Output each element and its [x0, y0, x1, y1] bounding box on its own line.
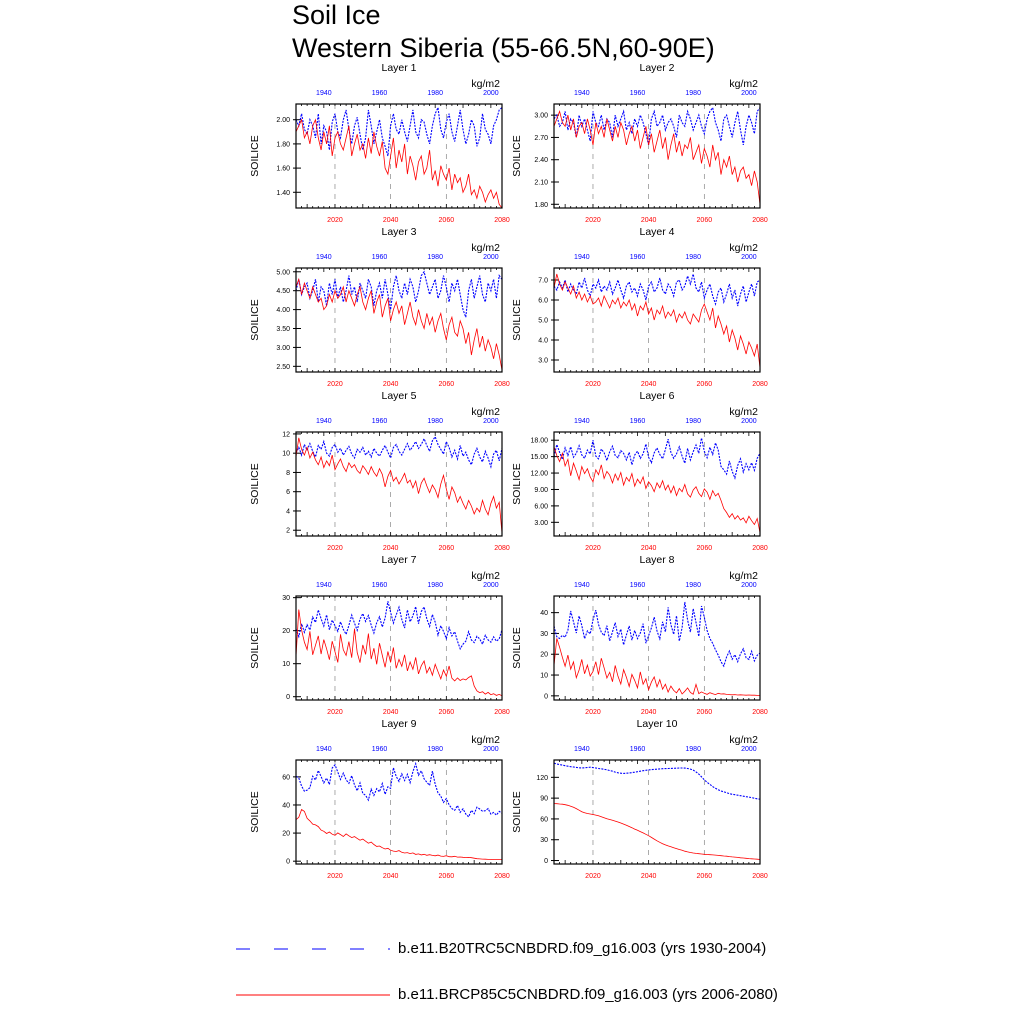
y-tick-label-layer-2-4: 3.00: [534, 112, 548, 120]
y-axis-label-layer-2: SOILICE: [511, 135, 523, 177]
bottom-tick-label-layer-5-2020: 2020: [327, 545, 343, 552]
top-tick-label-layer-6-2000: 2000: [741, 418, 757, 425]
top-tick-label-layer-8-1960: 1960: [629, 582, 646, 589]
bottom-tick-label-layer-4-2080: 2080: [752, 381, 768, 388]
y-tick-label-layer-8-2: 20: [540, 651, 548, 659]
y-tick-label-layer-7-3: 30: [282, 595, 290, 603]
top-tick-label-layer-2-1940: 1940: [574, 90, 590, 97]
top-tick-label-layer-3-1960: 1960: [371, 254, 388, 261]
y-tick-label-layer-1-0: 1.40: [276, 189, 290, 197]
y-tick-label-layer-2-3: 2.70: [534, 134, 548, 142]
bottom-tick-label-layer-10-2080: 2080: [752, 873, 768, 880]
y-tick-label-layer-6-1: 6.00: [534, 503, 548, 511]
panel-title-layer-5: Layer 5: [381, 390, 417, 402]
bottom-tick-label-layer-10-2020: 2020: [585, 873, 601, 880]
bottom-tick-label-layer-5-2060: 2060: [438, 545, 455, 552]
y-tick-label-layer-9-1: 20: [282, 830, 290, 838]
top-tick-label-layer-4-2000: 2000: [741, 254, 757, 261]
top-tick-label-layer-2-2000: 2000: [741, 90, 757, 97]
y-axis-label-layer-8: SOILICE: [511, 627, 523, 669]
top-tick-label-layer-3-1980: 1980: [427, 254, 443, 261]
bottom-tick-label-layer-6-2020: 2020: [585, 545, 601, 552]
top-tick-label-layer-10-2000: 2000: [741, 746, 757, 753]
y-tick-label-layer-6-2: 9.00: [534, 486, 548, 494]
y-tick-label-layer-10-3: 90: [540, 795, 548, 803]
bottom-tick-label-layer-7-2080: 2080: [494, 709, 510, 716]
bottom-tick-label-layer-5-2080: 2080: [494, 545, 510, 552]
y-tick-label-layer-6-3: 12.00: [530, 470, 548, 478]
y-tick-label-layer-6-0: 3.00: [534, 519, 548, 527]
y-tick-label-layer-2-2: 2.40: [534, 157, 548, 165]
bottom-tick-label-layer-8-2040: 2040: [640, 709, 657, 716]
units-label-layer-4: kg/m2: [729, 242, 758, 254]
y-tick-label-layer-8-4: 40: [540, 610, 548, 618]
bottom-tick-label-layer-6-2060: 2060: [696, 545, 713, 552]
y-tick-label-layer-3-0: 2.50: [276, 363, 290, 371]
y-tick-label-layer-5-0: 2: [286, 527, 290, 535]
bottom-tick-label-layer-7-2020: 2020: [327, 709, 343, 716]
bottom-tick-label-layer-3-2040: 2040: [382, 381, 399, 388]
bottom-tick-label-layer-3-2020: 2020: [327, 381, 343, 388]
top-tick-label-layer-1-1960: 1960: [371, 90, 388, 97]
bottom-tick-label-layer-1-2060: 2060: [438, 217, 455, 224]
bottom-tick-label-layer-9-2040: 2040: [382, 873, 399, 880]
y-tick-label-layer-8-3: 30: [540, 630, 548, 638]
bottom-tick-label-layer-2-2020: 2020: [585, 217, 601, 224]
units-label-layer-8: kg/m2: [729, 570, 758, 582]
y-axis-label-layer-7: SOILICE: [249, 627, 261, 669]
y-tick-label-layer-1-2: 1.80: [276, 141, 290, 149]
panel-title-layer-8: Layer 8: [639, 554, 675, 566]
top-tick-label-layer-5-2000: 2000: [483, 418, 499, 425]
panel-title-layer-7: Layer 7: [381, 554, 417, 566]
top-tick-label-layer-9-2000: 2000: [483, 746, 499, 753]
figure-title: Soil Ice: [292, 0, 381, 30]
bottom-tick-label-layer-6-2040: 2040: [640, 545, 657, 552]
bottom-tick-label-layer-4-2060: 2060: [696, 381, 713, 388]
panel-title-layer-2: Layer 2: [639, 62, 675, 74]
top-tick-label-layer-6-1980: 1980: [685, 418, 701, 425]
y-axis-label-layer-5: SOILICE: [249, 463, 261, 505]
top-tick-label-layer-4-1980: 1980: [685, 254, 701, 261]
y-tick-label-layer-2-1: 2.10: [534, 179, 548, 187]
legend-label-historical: b.e11.B20TRC5CNBDRD.f09_g16.003 (yrs 1930-2004): [398, 940, 767, 957]
y-tick-label-layer-3-3: 4.00: [276, 307, 290, 315]
y-axis-label-layer-3: SOILICE: [249, 299, 261, 341]
top-tick-label-layer-2-1960: 1960: [629, 90, 646, 97]
top-tick-label-layer-8-1980: 1980: [685, 582, 701, 589]
bottom-tick-label-layer-6-2080: 2080: [752, 545, 768, 552]
y-tick-label-layer-3-5: 5.00: [276, 269, 290, 277]
bottom-tick-label-layer-10-2060: 2060: [696, 873, 713, 880]
y-tick-label-layer-6-4: 15.00: [530, 454, 548, 462]
y-axis-label-layer-10: SOILICE: [511, 791, 523, 833]
y-tick-label-layer-10-4: 120: [536, 774, 548, 782]
y-tick-label-layer-4-4: 7.0: [538, 277, 548, 285]
y-tick-label-layer-1-1: 1.60: [276, 165, 290, 173]
top-tick-label-layer-8-2000: 2000: [741, 582, 757, 589]
y-axis-label-layer-1: SOILICE: [249, 135, 261, 177]
y-tick-label-layer-9-3: 60: [282, 774, 290, 782]
units-label-layer-3: kg/m2: [471, 242, 500, 254]
top-tick-label-layer-3-1940: 1940: [316, 254, 332, 261]
y-tick-label-layer-9-2: 40: [282, 802, 290, 810]
y-tick-label-layer-10-0: 0: [544, 858, 548, 866]
top-tick-label-layer-7-1940: 1940: [316, 582, 332, 589]
bottom-tick-label-layer-8-2060: 2060: [696, 709, 713, 716]
y-tick-label-layer-3-4: 4.50: [276, 288, 290, 296]
units-label-layer-9: kg/m2: [471, 734, 500, 746]
top-tick-label-layer-10-1940: 1940: [574, 746, 590, 753]
top-tick-label-layer-1-2000: 2000: [483, 90, 499, 97]
top-tick-label-layer-7-1980: 1980: [427, 582, 443, 589]
units-label-layer-6: kg/m2: [729, 406, 758, 418]
top-tick-label-layer-3-2000: 2000: [483, 254, 499, 261]
bottom-tick-label-layer-1-2080: 2080: [494, 217, 510, 224]
bottom-tick-label-layer-8-2020: 2020: [585, 709, 601, 716]
bottom-tick-label-layer-2-2040: 2040: [640, 217, 657, 224]
legend-label-future: b.e11.BRCP85C5CNBDRD.f09_g16.003 (yrs 2006-2080): [398, 986, 778, 1003]
bottom-tick-label-layer-9-2060: 2060: [438, 873, 455, 880]
top-tick-label-layer-7-2000: 2000: [483, 582, 499, 589]
y-tick-label-layer-1-3: 2.00: [276, 117, 290, 125]
units-label-layer-1: kg/m2: [471, 78, 500, 90]
y-tick-label-layer-7-1: 10: [282, 661, 290, 669]
y-tick-label-layer-5-4: 10: [282, 450, 290, 458]
y-tick-label-layer-5-5: 12: [282, 431, 290, 439]
top-tick-label-layer-6-1940: 1940: [574, 418, 590, 425]
y-tick-label-layer-2-0: 1.80: [534, 201, 548, 209]
top-tick-label-layer-4-1940: 1940: [574, 254, 590, 261]
panel-title-layer-9: Layer 9: [381, 718, 417, 730]
top-tick-label-layer-5-1960: 1960: [371, 418, 388, 425]
y-tick-label-layer-5-2: 6: [286, 489, 290, 497]
y-axis-label-layer-6: SOILICE: [511, 463, 523, 505]
units-label-layer-5: kg/m2: [471, 406, 500, 418]
bottom-tick-label-layer-4-2040: 2040: [640, 381, 657, 388]
y-tick-label-layer-8-1: 10: [540, 672, 548, 680]
y-tick-label-layer-5-3: 8: [286, 469, 290, 477]
panel-title-layer-3: Layer 3: [381, 226, 417, 238]
top-tick-label-layer-2-1980: 1980: [685, 90, 701, 97]
top-tick-label-layer-10-1980: 1980: [685, 746, 701, 753]
bottom-tick-label-layer-4-2020: 2020: [585, 381, 601, 388]
y-tick-label-layer-7-2: 20: [282, 628, 290, 636]
bottom-tick-label-layer-7-2060: 2060: [438, 709, 455, 716]
y-tick-label-layer-3-2: 3.50: [276, 326, 290, 334]
y-tick-label-layer-6-5: 18.00: [530, 437, 548, 445]
bottom-tick-label-layer-2-2080: 2080: [752, 217, 768, 224]
bottom-tick-label-layer-8-2080: 2080: [752, 709, 768, 716]
panel-title-layer-10: Layer 10: [636, 718, 678, 730]
top-tick-label-layer-9-1980: 1980: [427, 746, 443, 753]
units-label-layer-7: kg/m2: [471, 570, 500, 582]
figure-subtitle: Western Siberia (55-66.5N,60-90E): [292, 33, 715, 63]
bottom-tick-label-layer-1-2040: 2040: [382, 217, 399, 224]
y-axis-label-layer-9: SOILICE: [249, 791, 261, 833]
units-label-layer-2: kg/m2: [729, 78, 758, 90]
top-tick-label-layer-10-1960: 1960: [629, 746, 646, 753]
bottom-tick-label-layer-9-2020: 2020: [327, 873, 343, 880]
units-label-layer-10: kg/m2: [729, 734, 758, 746]
top-tick-label-layer-8-1940: 1940: [574, 582, 590, 589]
y-tick-label-layer-4-1: 4.0: [538, 337, 548, 345]
y-axis-label-layer-4: SOILICE: [511, 299, 523, 341]
y-tick-label-layer-4-0: 3.0: [538, 357, 548, 365]
bottom-tick-label-layer-5-2040: 2040: [382, 545, 399, 552]
bottom-tick-label-layer-2-2060: 2060: [696, 217, 713, 224]
y-tick-label-layer-7-0: 0: [286, 694, 290, 702]
y-tick-label-layer-4-3: 6.0: [538, 297, 548, 305]
top-tick-label-layer-7-1960: 1960: [371, 582, 388, 589]
y-tick-label-layer-9-0: 0: [286, 858, 290, 866]
bottom-tick-label-layer-3-2080: 2080: [494, 381, 510, 388]
top-tick-label-layer-5-1980: 1980: [427, 418, 443, 425]
bottom-tick-label-layer-7-2040: 2040: [382, 709, 399, 716]
y-tick-label-layer-3-1: 3.00: [276, 344, 290, 352]
y-tick-label-layer-10-1: 30: [540, 837, 548, 845]
top-tick-label-layer-5-1940: 1940: [316, 418, 332, 425]
bottom-tick-label-layer-10-2040: 2040: [640, 873, 657, 880]
y-tick-label-layer-4-2: 5.0: [538, 317, 548, 325]
top-tick-label-layer-6-1960: 1960: [629, 418, 646, 425]
top-tick-label-layer-9-1960: 1960: [371, 746, 388, 753]
top-tick-label-layer-9-1940: 1940: [316, 746, 332, 753]
bottom-tick-label-layer-1-2020: 2020: [327, 217, 343, 224]
top-tick-label-layer-1-1940: 1940: [316, 90, 332, 97]
top-tick-label-layer-4-1960: 1960: [629, 254, 646, 261]
y-tick-label-layer-8-0: 0: [544, 693, 548, 701]
panel-title-layer-6: Layer 6: [639, 390, 675, 402]
top-tick-label-layer-1-1980: 1980: [427, 90, 443, 97]
y-tick-label-layer-5-1: 4: [286, 508, 290, 516]
panel-title-layer-1: Layer 1: [381, 62, 417, 74]
bottom-tick-label-layer-3-2060: 2060: [438, 381, 455, 388]
y-tick-label-layer-10-2: 60: [540, 816, 548, 824]
bottom-tick-label-layer-9-2080: 2080: [494, 873, 510, 880]
panel-title-layer-4: Layer 4: [639, 226, 675, 238]
